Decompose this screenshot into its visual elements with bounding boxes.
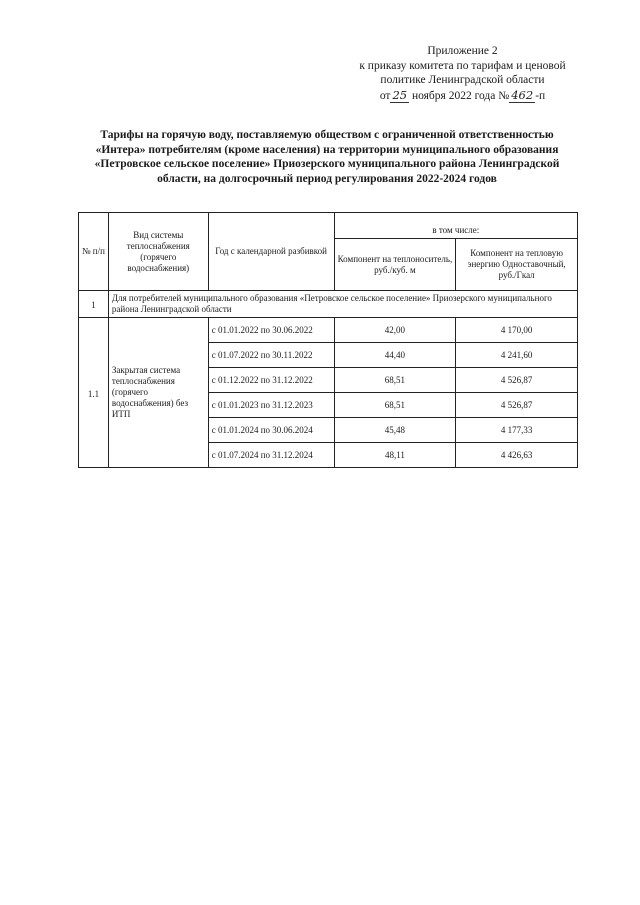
appendix-title: Приложение 2 xyxy=(427,45,498,57)
row-period: с 01.07.2022 по 30.11.2022 xyxy=(208,343,334,368)
row-period: с 01.12.2022 по 31.12.2022 xyxy=(208,368,334,393)
header-component-carrier: Компонент на теплоноситель, руб./куб. м xyxy=(334,239,456,291)
table-row xyxy=(79,318,578,343)
appendix-order-line: к приказу комитета по тарифам и ценовой xyxy=(359,59,566,72)
section-num: 1 xyxy=(79,291,109,318)
row-carrier: 68,51 xyxy=(334,393,456,418)
row-period: с 01.01.2024 по 30.06.2024 xyxy=(208,418,334,443)
row-period: с 01.01.2023 по 31.12.2023 xyxy=(208,393,334,418)
header-system: Вид системы теплоснабжения (горячего водоснабжения) xyxy=(108,213,208,291)
row-carrier: 48,11 xyxy=(334,443,456,468)
row-energy: 4 526,87 xyxy=(456,393,578,418)
date-middle: ноября 2022 года № xyxy=(411,89,510,102)
row-energy: 4 241,60 xyxy=(456,343,578,368)
date-suffix: -п xyxy=(535,89,546,102)
row-carrier: 45,48 xyxy=(334,418,456,443)
section-row xyxy=(79,291,578,318)
row-period: с 01.07.2024 по 31.12.2024 xyxy=(208,443,334,468)
row-carrier: 44,40 xyxy=(334,343,456,368)
header-num: № п/п xyxy=(79,213,109,291)
header-year: Год с календарной разбивкой xyxy=(208,213,334,291)
appendix-date-line xyxy=(340,88,585,104)
appendix-header xyxy=(340,44,585,103)
date-prefix: от xyxy=(379,89,391,102)
header-in-total: в том числе: xyxy=(334,213,577,239)
table-header-row xyxy=(79,213,578,239)
section-text: Для потребителей муниципального образования «Петровское сельское поселение» Приозерского муниципального района Ленинградской области xyxy=(108,291,577,318)
row-energy: 4 170,00 xyxy=(456,318,578,343)
row-carrier: 68,51 xyxy=(334,368,456,393)
row-energy: 4 177,33 xyxy=(456,418,578,443)
appendix-committee-line: политике Ленинградской области xyxy=(380,74,545,86)
handwritten-number: 462 xyxy=(511,87,534,102)
document-title: Тарифы на горячую воду, поставляемую обществом с ограниченной ответственностью «Интера» потребителям (кроме населения) на территории муниципального образования «Петровское сельское поселение» Приозерского муниципального района Ленинградской области, на долгосрочный период регулирования 2022-2024 годов xyxy=(94,129,560,185)
row-energy: 4 426,63 xyxy=(456,443,578,468)
group-system: Закрытая система теплоснабжения (горячего водоснабжения) без ИТП xyxy=(108,318,208,468)
row-energy: 4 526,87 xyxy=(456,368,578,393)
row-period: с 01.01.2022 по 30.06.2022 xyxy=(208,318,334,343)
handwritten-day: 25 xyxy=(392,87,408,102)
row-carrier: 42,00 xyxy=(334,318,456,343)
header-component-energy: Компонент на тепловую энергию Одноставочный, руб./Гкал xyxy=(456,239,578,291)
tariff-table xyxy=(78,212,578,468)
group-num: 1.1 xyxy=(79,318,109,468)
